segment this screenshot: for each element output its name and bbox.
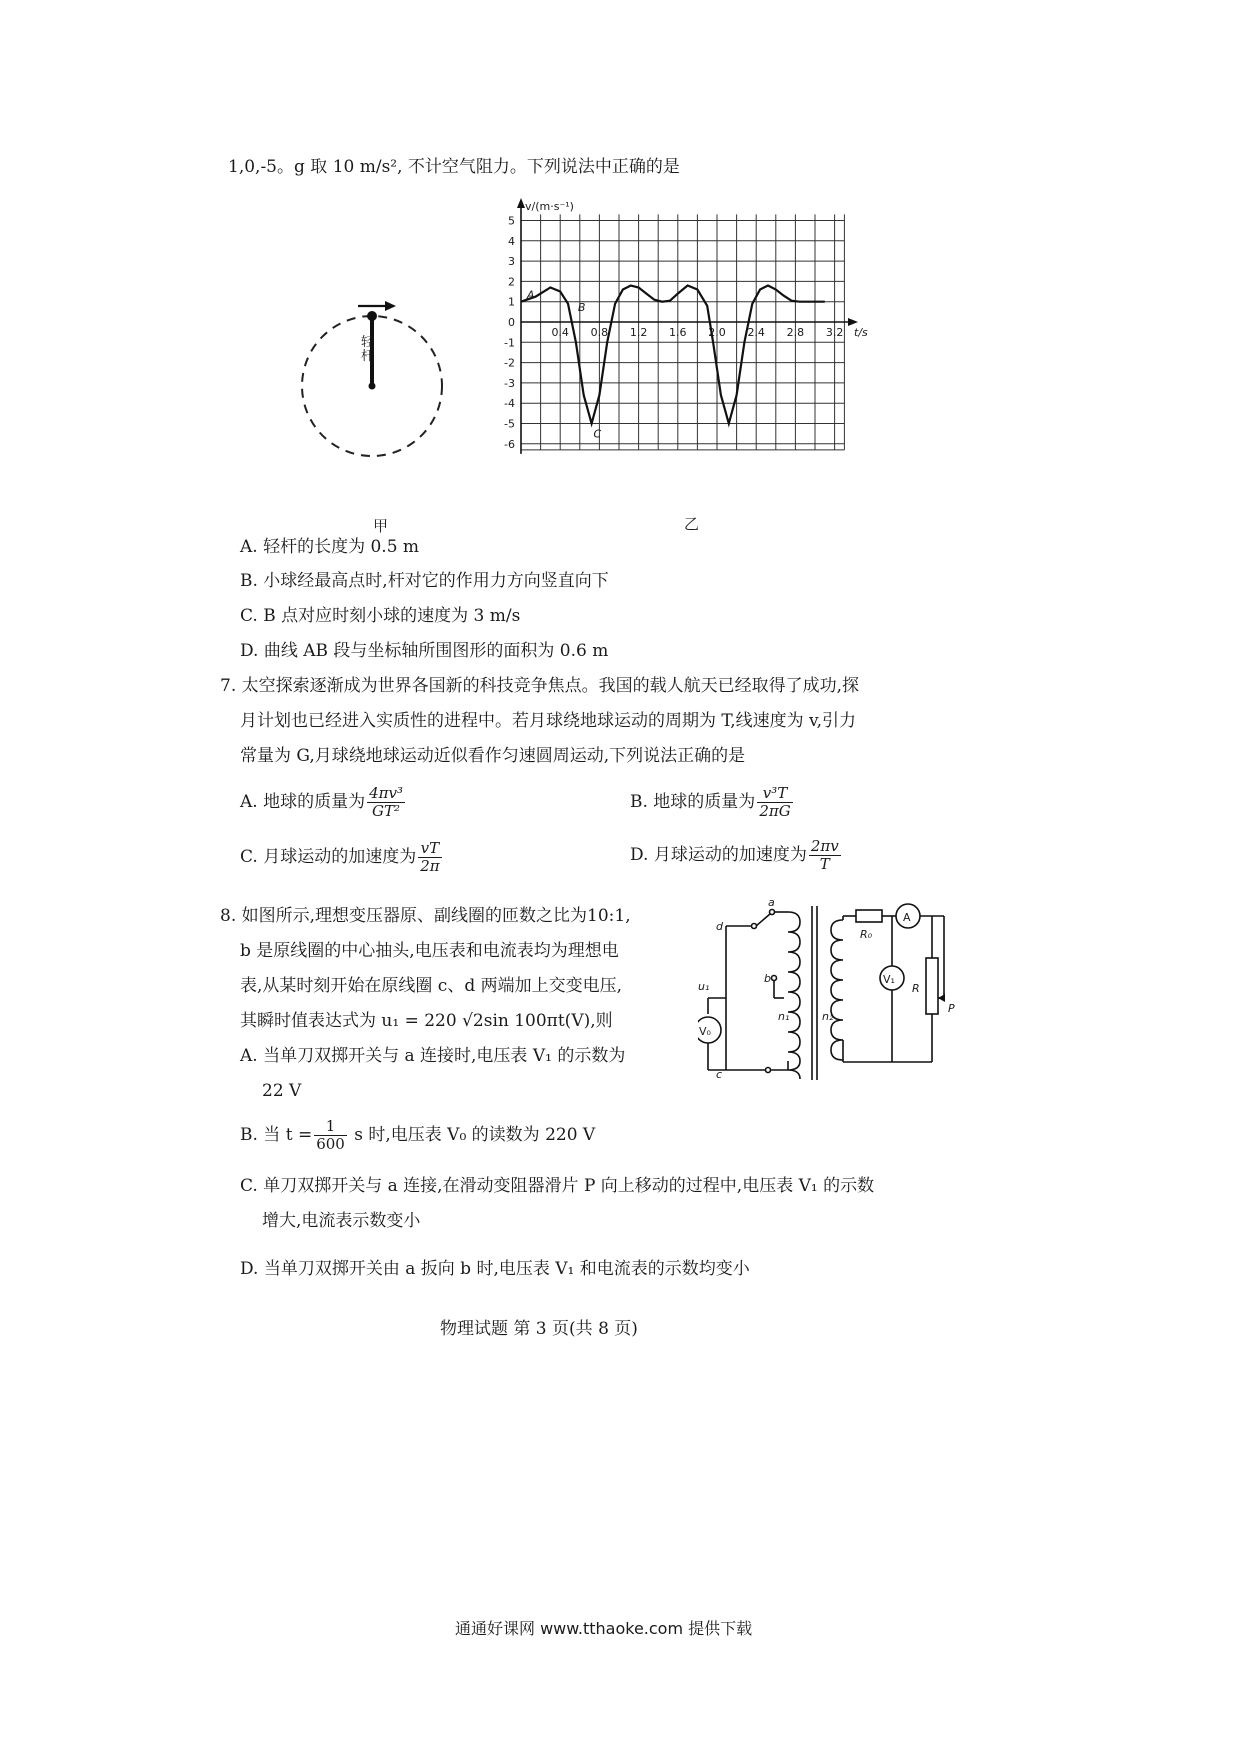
y-tick-label: 4 xyxy=(508,234,515,248)
q7-option-a-fraction: $\frac{\text{4πv³}}{\text{GT²}}$ xyxy=(369,784,403,820)
y-tick-label: -2 xyxy=(504,356,515,370)
y-tick-label: -5 xyxy=(504,417,515,431)
velocity-arrowhead-icon xyxy=(385,301,396,311)
q6-option-a: A. 轻杆的长度为 0.5 m xyxy=(240,537,420,557)
q7-option-d-text: D. 月球运动的加速度为 xyxy=(630,845,807,865)
circuit-label-r: R xyxy=(912,982,920,995)
q8-option-b-fraction: $\frac{1}{600}$ xyxy=(316,1117,345,1153)
q7-option-d xyxy=(630,838,843,873)
point-label-c: C xyxy=(593,427,602,441)
q6-stem: 1,0,-5。g 取 10 m/s², 不计空气阻力。下列说法中正确的是 xyxy=(228,157,680,177)
q8-option-a-line-1: A. 当单刀双掷开关与 a 连接时,电压表 V₁ 的示数为 xyxy=(240,1046,626,1066)
circuit-label-v0: V₀ xyxy=(699,1025,711,1038)
q7-line-2: 月计划也已经进入实质性的进程中。若月球绕地球运动的周期为 T,线速度为 v,引力 xyxy=(240,711,857,731)
q7-option-c-text: C. 月球运动的加速度为 xyxy=(240,847,417,867)
circuit-label-a: a xyxy=(768,896,775,909)
q7-option-b xyxy=(630,785,795,820)
circuit-label-d: d xyxy=(716,920,723,933)
q8-option-c-line-2: 增大,电流表示数变小 xyxy=(262,1211,421,1231)
q6-option-d: D. 曲线 AB 段与坐标轴所围图形的面积为 0.6 m xyxy=(240,641,609,661)
y-tick-label: -6 xyxy=(504,437,515,451)
download-note: 通通好课网 www.tthaoke.com 提供下载 xyxy=(455,1619,753,1638)
q6-option-b: B. 小球经最高点时,杆对它的作用力方向竖直向下 xyxy=(240,571,609,591)
x-axis-arrow-icon xyxy=(848,318,858,326)
circuit-label-v1: V₁ xyxy=(883,973,895,986)
y-tick-label: -3 xyxy=(504,376,515,390)
y-axis-label: v/(m·s⁻¹) xyxy=(525,200,574,213)
y-tick-label: 3 xyxy=(508,255,515,269)
q7-option-b-text: B. 地球的质量为 xyxy=(630,792,756,812)
q8-option-a-line-2: 22 V xyxy=(262,1081,302,1101)
vt-graph xyxy=(478,196,868,496)
q7-line-1: 7. 太空探索逐渐成为世界各国新的科技竞争焦点。我国的载人航天已经取得了成功,探 xyxy=(220,676,860,696)
y-tick-label: 2 xyxy=(508,275,515,289)
pivot xyxy=(369,383,376,390)
y-tick-label: 5 xyxy=(508,214,515,228)
figure-left-label: 甲 xyxy=(373,517,389,535)
y-tick-label: -1 xyxy=(504,336,515,350)
x-tick-label: 2.4 xyxy=(747,326,765,339)
circuit-label-n2: n₂ xyxy=(822,1010,834,1023)
circuit-label-p: P xyxy=(948,1002,955,1015)
point-label-b: B xyxy=(577,300,586,314)
x-tick-label: 0.4 xyxy=(551,326,569,339)
x-tick-label: 1.6 xyxy=(669,326,687,339)
y-tick-label: 0 xyxy=(508,316,515,329)
x-tick-label: 3.2 xyxy=(825,326,844,339)
q7-line-3: 常量为 G,月球绕地球运动近似看作匀速圆周运动,下列说法正确的是 xyxy=(240,746,746,766)
ball xyxy=(367,311,377,321)
q8-line-1: 8. 如图所示,理想变压器原、副线圈的匝数之比为10:1, xyxy=(220,906,631,926)
x-axis-label: t/s xyxy=(854,326,868,339)
q6-option-c: C. B 点对应时刻小球的速度为 3 m/s xyxy=(240,606,521,626)
transformer-circuit xyxy=(698,896,962,1082)
y-tick-label: -4 xyxy=(504,397,515,411)
q7-option-a-text: A. 地球的质量为 xyxy=(240,792,366,812)
y-axis-arrow-icon xyxy=(517,198,525,208)
figure-rod-circle xyxy=(296,282,456,532)
q8-option-d: D. 当单刀双掷开关由 a 扳向 b 时,电压表 V₁ 和电流表的示数均变小 xyxy=(240,1259,750,1279)
circuit-label-u1: u₁ xyxy=(698,980,710,993)
q8-option-b-prefix: B. 当 t = xyxy=(240,1125,313,1145)
y-tick-label: 1 xyxy=(508,295,515,309)
q7-option-c-fraction: $\frac{vT}{2\pi}$ xyxy=(420,839,440,875)
q8-option-b xyxy=(240,1118,595,1153)
q8-option-b-suffix: s 时,电压表 V₀ 的读数为 220 V xyxy=(354,1125,596,1145)
circuit-label-c: c xyxy=(716,1068,723,1081)
q8-line-4: 其瞬时值表达式为 u₁ = 220 √2sin 100πt(V),则 xyxy=(240,1011,613,1031)
q7-option-c xyxy=(240,840,444,875)
x-tick-label: 0.8 xyxy=(590,326,609,339)
x-tick-label: 2.8 xyxy=(786,326,805,339)
point-label-a: A xyxy=(526,288,535,302)
circuit-label-a: A xyxy=(903,911,911,924)
x-tick-label: 1.2 xyxy=(629,326,648,339)
x-tick-label: 2.0 xyxy=(708,326,726,339)
rod-label: 轻杆 xyxy=(361,335,375,364)
page-footer: 物理试题 第 3 页(共 8 页) xyxy=(440,1319,638,1339)
q7-option-a xyxy=(240,785,407,820)
q7-option-b-fraction: $\frac{\text{v³T}}{2\pi G}$ xyxy=(759,784,791,820)
q8-option-c-line-1: C. 单刀双掷开关与 a 连接,在滑动变阻器滑片 P 向上移动的过程中,电压表 V₁ 的示数 xyxy=(240,1176,875,1196)
circuit-label-b: b xyxy=(764,972,771,985)
q7-option-d-fraction: $\frac{2\pi v}{T}$ xyxy=(810,837,839,873)
circuit-label-r0: R₀ xyxy=(860,928,873,941)
q8-line-2: b 是原线圈的中心抽头,电压表和电流表均为理想电 xyxy=(240,941,619,961)
circuit-label-n1: n₁ xyxy=(778,1010,790,1023)
figure-right-label: 乙 xyxy=(684,515,700,533)
q8-line-3: 表,从某时刻开始在原线圈 c、d 两端加上交变电压, xyxy=(240,976,623,996)
